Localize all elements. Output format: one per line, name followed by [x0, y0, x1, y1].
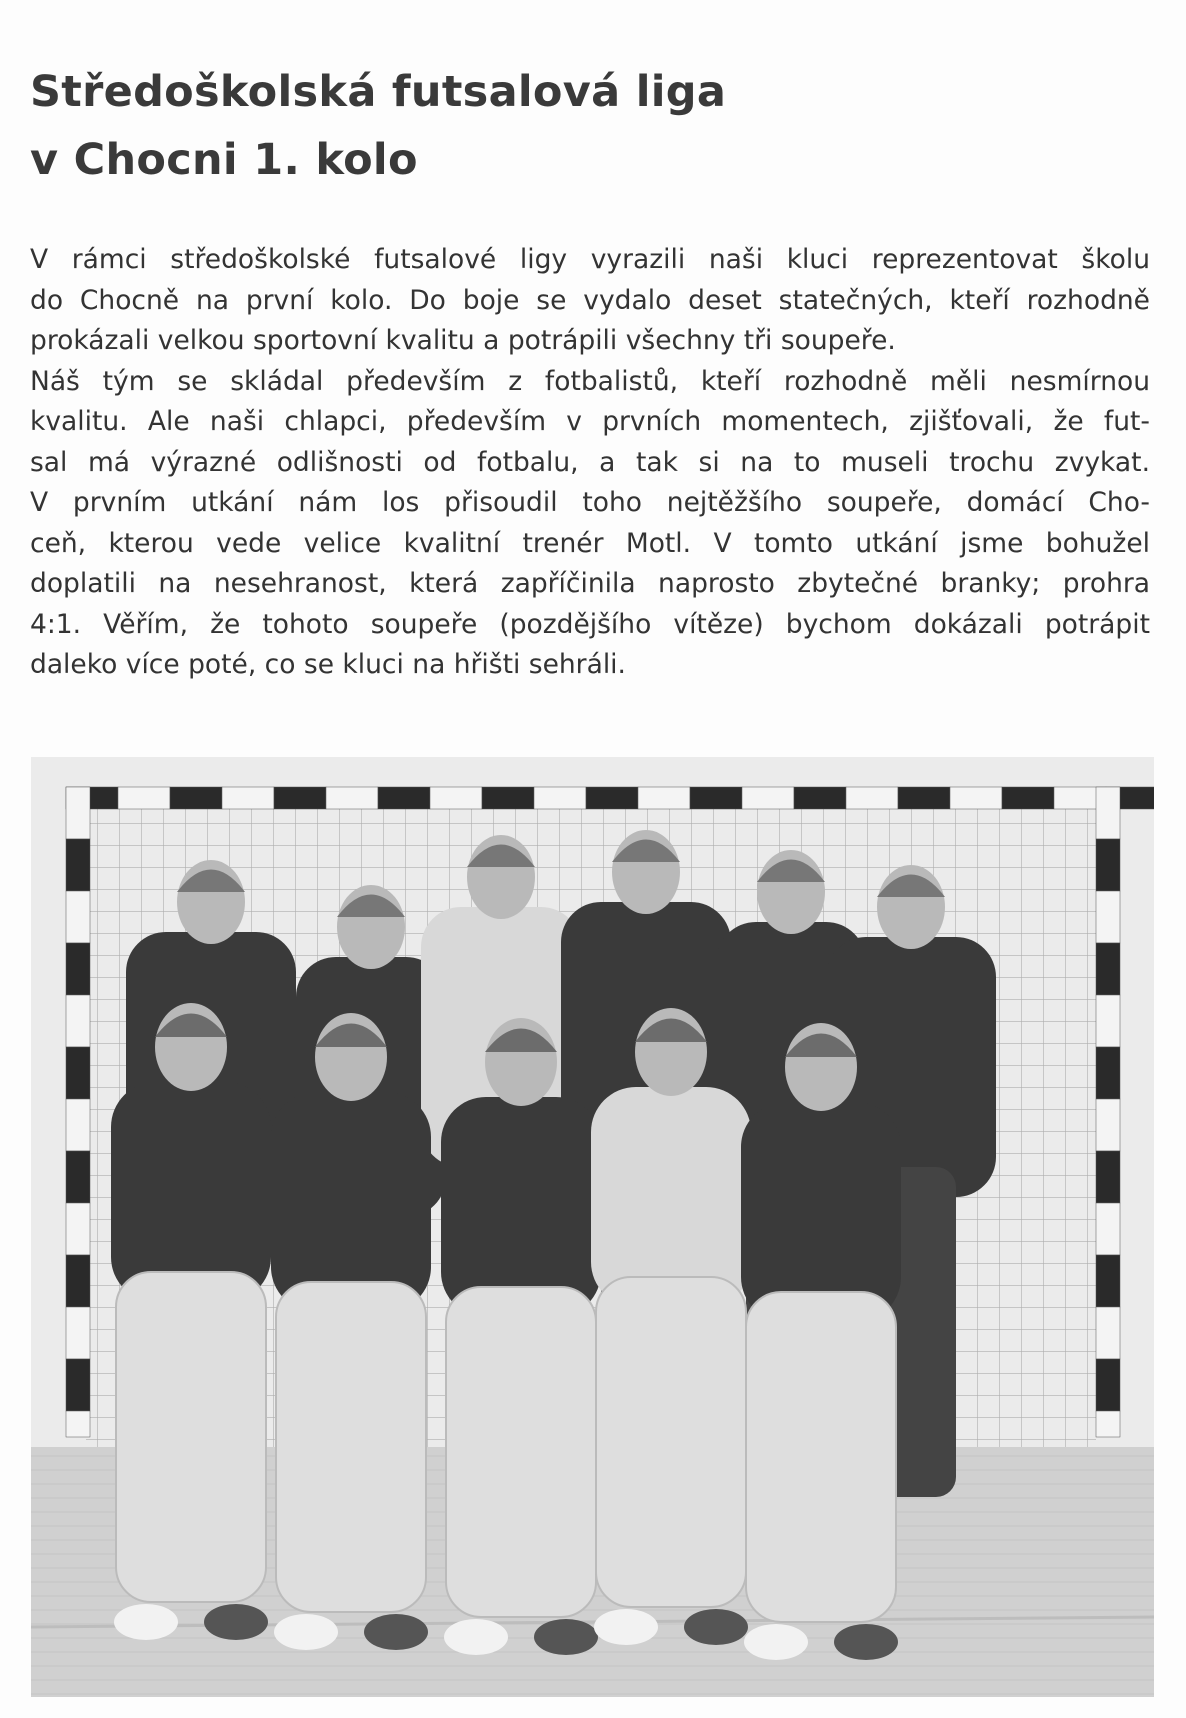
goal-crossbar-segment [170, 787, 222, 809]
player-sock [834, 1624, 898, 1660]
article-line: V rámci středoškolské futsalové ligy vyrazili naši kluci reprezentovat školu [30, 244, 1150, 275]
article-line: ceň, kterou vede velice kvalitní trenér Motl. V tomto utkání jsme bohužel [30, 527, 1150, 559]
article-line: Náš tým se skládal především z fotbalistů, kteří rozhodně měli nesmírnou [30, 365, 1150, 397]
goal-crossbar-segment [898, 787, 950, 809]
goal-post-left-segment [66, 839, 90, 891]
goal-post-left-segment [66, 1203, 90, 1255]
goal-crossbar-segment [534, 787, 586, 809]
player-torso [441, 1097, 601, 1317]
team-photo-illustration [31, 757, 1154, 1697]
players-group [111, 830, 996, 1660]
player-sock [274, 1614, 338, 1650]
article-line: prokázali velkou sportovní kvalitu a potrápili všechny tři soupeře. [30, 325, 896, 356]
goal-post-right-segment [1096, 839, 1120, 891]
goal-crossbar-segment [482, 787, 534, 809]
goal-post-right-segment [1096, 995, 1120, 1047]
goal-post-left-segment [66, 1099, 90, 1151]
team-photo [31, 757, 1154, 1697]
player-torso [591, 1087, 751, 1307]
goal-post-right-segment [1096, 1411, 1120, 1437]
goal-post-left-segment [66, 891, 90, 943]
goal-post-right-segment [1096, 1359, 1120, 1411]
goal-crossbar-segment [742, 787, 794, 809]
article-line: kvalitu. Ale naši chlapci, především v prvních momentech, zjišťovali, že fut- [30, 406, 1150, 437]
goal-post-right-segment [1096, 943, 1120, 995]
goal-post-left-segment [66, 995, 90, 1047]
article-title-line-1: Středoškolská futsalová liga [30, 67, 727, 117]
player-torso [741, 1102, 901, 1322]
player-sock [594, 1609, 658, 1645]
article-line: do Chocně na první kolo. Do boje se vydalo deset statečných, kteří rozhodně [30, 284, 1150, 316]
goal-post-left-segment [66, 1047, 90, 1099]
goal-crossbar-segment [950, 787, 1002, 809]
goal-crossbar-segment [1002, 787, 1054, 809]
article-body [30, 240, 1150, 686]
goal-crossbar-segment [430, 787, 482, 809]
goal-post-left-segment [66, 1307, 90, 1359]
player-trousers [446, 1287, 596, 1617]
goal-post-left-segment [66, 1151, 90, 1203]
article-line: daleko více poté, co se kluci na hřišti sehráli. [30, 649, 626, 680]
article-line: 4:1. Věřím, že tohoto soupeře (pozdějšího vítěze) bychom dokázali potrápit [30, 608, 1150, 640]
goal-post-left-segment [66, 1359, 90, 1411]
player-sock [744, 1624, 808, 1660]
goal-crossbar-segment [794, 787, 846, 809]
goal-post-right-segment [1096, 1099, 1120, 1151]
player-sock [684, 1609, 748, 1645]
player-sock [114, 1604, 178, 1640]
goal-post-right-segment [1096, 1151, 1120, 1203]
player-sock [444, 1619, 508, 1655]
goal-post-right-segment [1096, 1307, 1120, 1359]
goal-post-left-segment [66, 787, 90, 839]
goal-crossbar-segment [326, 787, 378, 809]
player-trousers [596, 1277, 746, 1607]
article-line: sal má výrazné odlišnosti od fotbalu, a tak si na to museli trochu zvykat. [30, 446, 1150, 478]
player-trousers [746, 1292, 896, 1622]
article-line: V prvním utkání nám los přisoudil toho nejtěžšího soupeře, domácí Cho- [30, 487, 1150, 518]
goal-post-right-segment [1096, 1255, 1120, 1307]
goal-crossbar-segment [846, 787, 898, 809]
player-sock [534, 1619, 598, 1655]
goal-crossbar-segment [586, 787, 638, 809]
article-line: doplatili na nesehranost, která zapříčinila naprosto zbytečné branky; prohra [30, 568, 1150, 599]
goal-crossbar-segment [118, 787, 170, 809]
goal-crossbar-segment [274, 787, 326, 809]
goal-post-right-segment [1096, 891, 1120, 943]
player-torso [111, 1082, 271, 1302]
player-torso [271, 1092, 431, 1312]
player-trousers [116, 1272, 266, 1602]
goal-crossbar-segment [690, 787, 742, 809]
goal-post-left-segment [66, 1255, 90, 1307]
player-sock [204, 1604, 268, 1640]
goal-crossbar-segment [222, 787, 274, 809]
article-title-line-2: v Chocni 1. kolo [30, 135, 418, 185]
goal-post-right-segment [1096, 1203, 1120, 1255]
goal-post-right-segment [1096, 787, 1120, 839]
goal-post-left-segment [66, 943, 90, 995]
goal-post-left-segment [66, 1411, 90, 1437]
article-title [30, 58, 1150, 194]
goal-crossbar-segment [638, 787, 690, 809]
player-sock [364, 1614, 428, 1650]
goal-post-right-segment [1096, 1047, 1120, 1099]
player-trousers [276, 1282, 426, 1612]
goal-crossbar-segment [378, 787, 430, 809]
